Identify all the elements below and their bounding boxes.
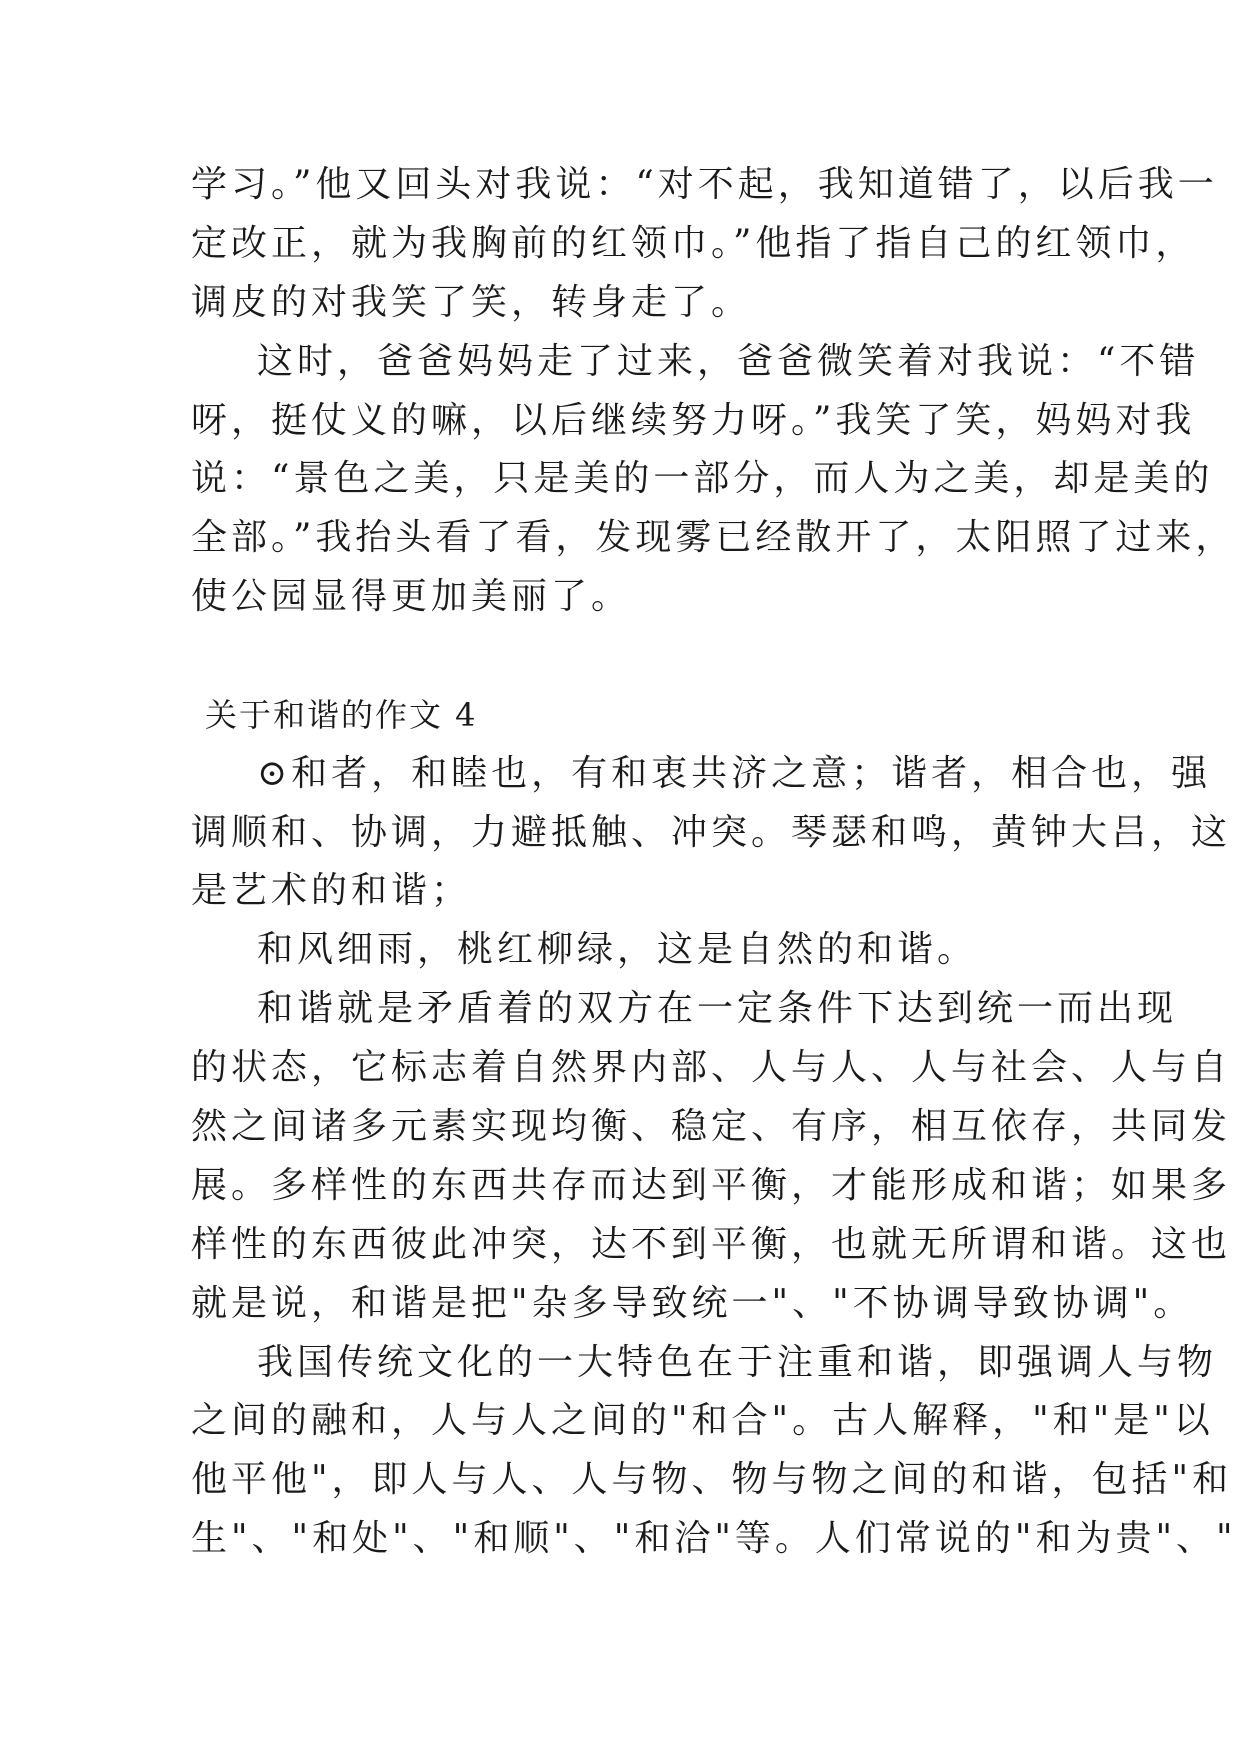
text-line: 是艺术的和谐； [191, 870, 472, 911]
paragraph-first-line: 和谐就是矛盾着的双方在一定条件下达到统一而出现 [257, 988, 1178, 1029]
text-line: 调顺和、协调，力避抵触、冲突。琴瑟和鸣，黄钟大吕，这 [191, 812, 1232, 853]
section-heading: 关于和谐的作文 4 [205, 696, 478, 734]
text-line: 他平他"，即人与人、人与物、物与物之间的和谐，包括"和 [191, 1459, 1233, 1500]
text-line: 生"、"和处"、"和顺"、"和洽"等。人们常说的"和为贵"、" [191, 1518, 1237, 1559]
text-line: 的状态，它标志着自然界内部、人与人、人与社会、人与自 [191, 1047, 1232, 1088]
text-line: 然之间诸多元素实现均衡、稳定、有序，相互依存，共同发 [191, 1106, 1232, 1147]
paragraph-first-line: 我国传统文化的一大特色在于注重和谐，即强调人与物 [257, 1342, 1218, 1383]
paragraph-first-line: 和风细雨，桃红柳绿，这是自然的和谐。 [257, 929, 978, 970]
text-line: 说：“景色之美，只是美的一部分，而人为之美，却是美的 [191, 458, 1214, 499]
text-line: 样性的东西彼此冲突，达不到平衡，也就无所谓和谐。这也 [191, 1224, 1232, 1265]
text-line: 呀，挺仗义的嘛，以后继续努力呀。”我笑了笑，妈妈对我 [191, 400, 1196, 441]
text-line: 学习。”他又回头对我说：“对不起，我知道错了，以后我一 [191, 164, 1218, 205]
text-line: 调皮的对我笑了笑，转身走了。 [191, 282, 752, 323]
text-line: 展。多样性的东西共存而达到平衡，才能形成和谐；如果多 [191, 1165, 1232, 1206]
text-line: 定改正，就为我胸前的红领巾。”他指了指自己的红领巾， [191, 223, 1196, 264]
text-line: 就是说，和谐是把"杂多导致统一"、"不协调导致协调"。 [191, 1283, 1194, 1324]
text-line: 使公园显得更加美丽了。 [191, 576, 632, 617]
text-line: 之间的融和，人与人之间的"和合"。古人解释，"和"是"以 [191, 1400, 1214, 1441]
paragraph-first-line: 这时，爸爸妈妈走了过来，爸爸微笑着对我说：“不错 [257, 341, 1200, 382]
text-line: 全部。”我抬头看了看，发现雾已经散开了，太阳照了过来， [191, 517, 1236, 558]
paragraph-first-line: ⊙和者，和睦也，有和衷共济之意；谐者，相合也，强 [257, 753, 1212, 794]
